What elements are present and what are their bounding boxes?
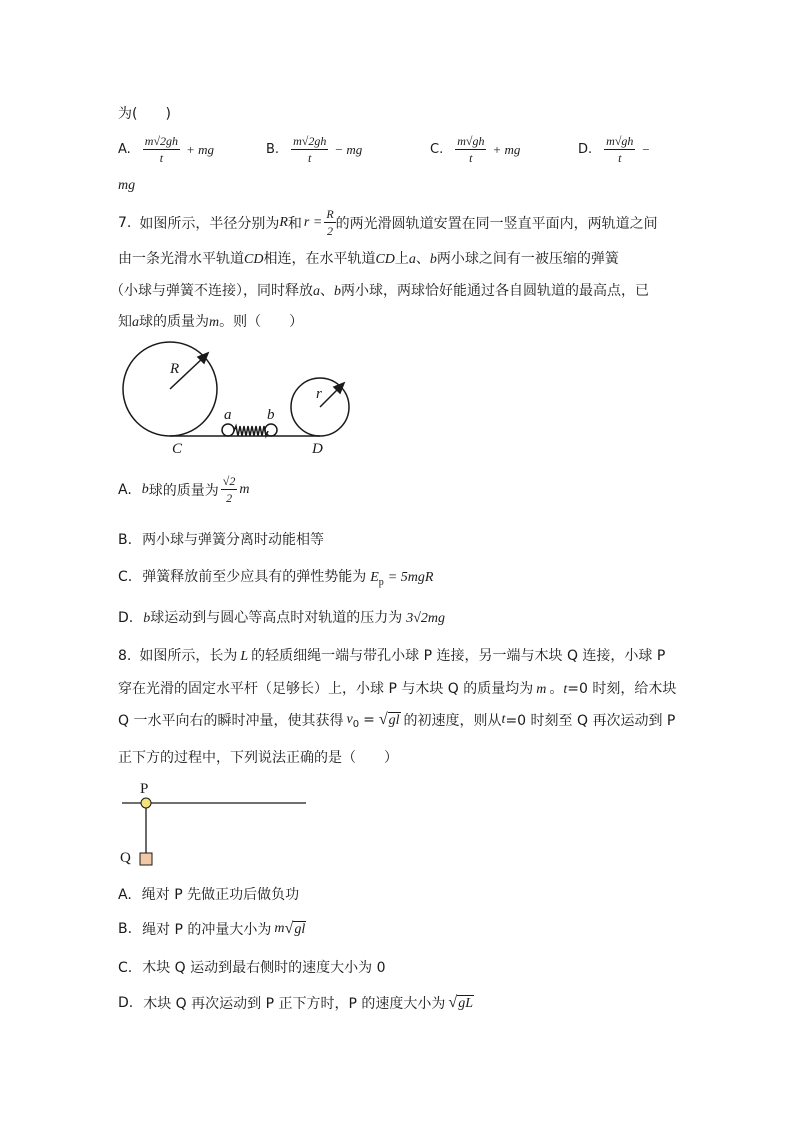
q7-line-4: 知a球的质量为m。则（ ） (118, 314, 304, 330)
q7-line-1: 7. 如图所示，半径分别为 R 和 r = $\frac{R}{2}$ 的两光滑圆轨道安置在同一竖直平面内，两轨道之间 (118, 207, 658, 238)
q6-option-b: B. $\frac{m√2gh}{t}$ − mg (266, 134, 363, 165)
q8-line-3: Q 一水平向右的瞬时冲量，使其获得 v $_0$ = √ gl 的初速度，则从 t =0 时刻至 Q 再次运动到 P (118, 710, 676, 730)
q8-line-1: 8. 如图所示，长为 L 的轻质细绳一端与带孔小球 P 连接，另一端与木块 Q 连接，小球 P (118, 648, 666, 664)
q7-option-b: B. 两小球与弹簧分离时动能相等 (118, 532, 325, 548)
spring (234, 426, 268, 436)
q6-option-d: D. $\frac{m√gh}{t}$ − (578, 134, 651, 165)
q8-option-c: C. 木块 Q 运动到最右侧时的速度大小为 0 (118, 960, 386, 976)
q8-option-a: A. 绳对 P 先做正功后做负功 (118, 887, 300, 903)
ball-b (265, 424, 277, 436)
label-D: D (312, 441, 323, 457)
q6-tail: 为( ) (118, 106, 171, 122)
q6-option-d-wrap: mg (118, 178, 136, 193)
label-R: R (170, 361, 180, 377)
label-a: a (224, 407, 232, 423)
label-r: r (316, 386, 322, 402)
ball-a (222, 424, 234, 436)
q8-line-2: 穿在光滑的固定水平杆（足够长）上，小球 P 与木块 Q 的质量均为 m 。t=0 时刻，给木块 (118, 681, 677, 697)
q8-option-d: D. 木块 Q 再次运动到 P 正下方时，P 的速度大小为 √ gL (118, 993, 474, 1012)
q7-figure (118, 340, 358, 460)
label-b: b (267, 407, 275, 423)
label-C: C (172, 441, 183, 457)
q6-option-c: C. $\frac{m√gh}{t}$ + mg (430, 134, 521, 165)
q7-line-3: （小球与弹簧不连接），同时释放a、b两小球，两球恰好能通过各自圆轨道的最高点，已 (110, 283, 649, 299)
ball-P (141, 798, 151, 808)
q7-line-2: 由一条光滑水平轨道CD相连，在水平轨道CD上a、b两小球之间有一被压缩的弹簧 (118, 251, 619, 267)
label-Q: Q (120, 850, 131, 866)
q8-figure (118, 780, 318, 875)
q8-line-4: 正下方的过程中，下列说法正确的是（ ） (118, 750, 398, 766)
q6-option-a: A. $\frac{m√2gh}{t}$ + mg (118, 134, 214, 165)
q7-option-d: D. b球运动到与圆心等高点时对轨道的压力为 3√2mg (118, 610, 446, 626)
q7-option-c: C. 弹簧释放前至少应具有的弹性势能为 $E_p = 5mgR$ (118, 569, 434, 588)
block-Q (140, 853, 152, 865)
label-P: P (140, 781, 149, 797)
q7-option-a: A. b 球的质量为 $\frac{√2}{2}$ m (118, 474, 250, 505)
q8-option-b: B. 绳对 P 的冲量大小为 m √ gl (118, 919, 306, 938)
